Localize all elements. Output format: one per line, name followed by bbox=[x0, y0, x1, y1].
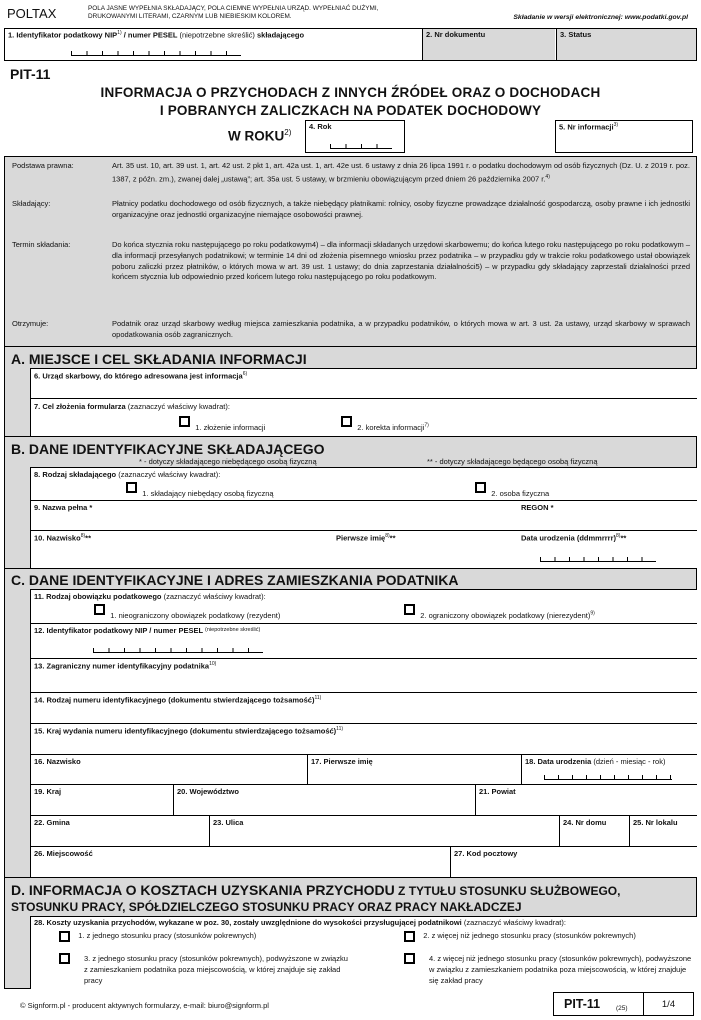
field-14-id-type[interactable]: 14. Rodzaj numeru identyfikacyjnego (dokumentu stwierdzającego tożsamość)$^{11)}$ bbox=[30, 692, 697, 723]
obligation-option-1[interactable]: 1. nieograniczony obowiązek podatkowy (rezydent) bbox=[94, 604, 280, 617]
field-21-district[interactable]: 21. Powiat bbox=[475, 785, 698, 815]
section-b-note-2: ** - dotyczy składającego będącego osobą fizyczną bbox=[427, 457, 598, 466]
header-instruction: POLA JASNE WYPEŁNIA SKŁADAJĄCY, POLA CIEMNE WYPEŁNIA URZĄD. WYPEŁNIAĆ DUŻYMI, DRUKOWANYMI LITERAMI, CZARNYM LUB NIEBIESKIM KOLOREM. bbox=[88, 5, 379, 20]
footer-code-box: PIT-11 (25) bbox=[553, 992, 644, 1016]
field-6-tax-office[interactable]: 6. Urząd skarbowy, do którego adresowana jest informacja$^{6)}$ bbox=[30, 368, 697, 398]
deadline-label: Termin składania: bbox=[12, 240, 71, 249]
address-row-1 bbox=[30, 754, 697, 784]
field-1-label: 1. Identyfikator podatkowy NIP$^{1)}$ / numer PESEL (niepotrzebne skreślić) składającego bbox=[8, 30, 305, 40]
field-12-taxpayer-nip[interactable]: 12. Identyfikator podatkowy NIP / numer PESEL $^{(niepotrzebne skreślić)}$ bbox=[30, 623, 697, 658]
filer-text: Płatnicy podatku dochodowego od osób fizycznych, a także niebędący płatnikami: rolnicy, osoby fizyczne prowadzące działalność gospodarczą, osoby prawne i ich jednostki organizacyjne oraz jednostki organizacyjne niemające osobowości prawnej. bbox=[112, 199, 690, 219]
costs-option-2[interactable]: 2. z więcej niż jednego stosunku pracy (stosunków pokrewnych) bbox=[404, 931, 694, 942]
field-3-status: 3. Status bbox=[556, 29, 696, 60]
section-d-title: D. INFORMACJA O KOSZTACH UZYSKANIA PRZYCHODU Z TYTUŁU STOSUNKU SŁUŻBOWEGO, STOSUNKU PRACY, SPÓŁDZIELCZEGO STOSUNKU PRACY ORAZ PRACY NAKŁADCZEJ bbox=[11, 882, 621, 914]
field-18-birth-date[interactable]: 18. Data urodzenia (dzień - miesiąc - rok) bbox=[521, 755, 698, 784]
filer-type-option-2[interactable]: 2. osoba fizyczna bbox=[475, 482, 549, 495]
field-22-municipality[interactable]: 22. Gmina bbox=[34, 818, 70, 827]
header-brand: POLTAX bbox=[7, 6, 57, 21]
field-1-ticks bbox=[71, 51, 241, 56]
costs-option-1[interactable]: 1. z jednego stosunku pracy (stosunków pokrewnych) bbox=[59, 931, 349, 942]
form-title-line1: INFORMACJA O PRZYCHODACH Z INNYCH ŹRÓDEŁ ORAZ O DOCHODACH bbox=[100, 85, 601, 100]
field-28-costs: 28. Koszty uzyskania przychodów, wykazane w poz. 30, zostały uwzględnione do wysokości przysługującej podatnikowi (zaznaczyć właściwy kwadrat): 1. z jednego stosunku pracy (stosunków pokrewnych) 2. z więcej niż jednego stosunku pracy (stosunków pokrewnych) 3. z jednego stosunku pracy (stosunków pokrewnych), podwyższone w związku z zamieszkaniem podatnika poza miejscowością, w której znajduje się zakład pracy 4. z więcej niż jednego stosunku pracy (stosunków pokrewnych), podwyższone w związku z zamieszkaniem podatnika poza miejscowością, w której znajduje się zakład pracy bbox=[30, 916, 697, 989]
section-a-title: A. MIEJSCE I CEL SKŁADANIA INFORMACJI bbox=[11, 351, 307, 367]
section-b-note-1: * - dotyczy składającego niebędącego osobą fizyczną bbox=[139, 457, 317, 466]
legal-block bbox=[4, 156, 697, 346]
field-27-postal-code[interactable]: 27. Kod pocztowy bbox=[450, 847, 698, 878]
checkbox-nonresident[interactable] bbox=[404, 604, 415, 615]
field-8-filer-type: 8. Rodzaj składającego (zaznaczyć właściwy kwadrat): 1. składający niebędący osobą fizyczną 2. osoba fizyczna bbox=[30, 467, 697, 500]
obligation-option-2[interactable]: 2. ograniczony obowiązek podatkowy (nierezydent)$^{9)}$ bbox=[404, 604, 595, 617]
section-c-title: C. DANE IDENTYFIKACYJNE I ADRES ZAMIESZKANIA PODATNIKA bbox=[11, 572, 459, 588]
address-row-3 bbox=[30, 815, 697, 846]
checkbox-costs-1[interactable] bbox=[59, 931, 70, 942]
section-a bbox=[4, 346, 697, 436]
birth-date-ticks bbox=[540, 557, 656, 562]
section-b bbox=[4, 436, 697, 568]
costs-option-3[interactable]: 3. z jednego stosunku pracy (stosunków pokrewnych), podwyższone w związku z zamieszkaniem podatnika poza miejscowością, w której znajduje się zakład pracy bbox=[59, 953, 349, 986]
footer-producer: © Signform.pl - producent aktywnych formularzy, e-mail: biuro@signform.pl bbox=[20, 1001, 269, 1010]
purpose-option-2[interactable]: 2. korekta informacji$^{7)}$ bbox=[341, 416, 429, 429]
filer-label: Składający: bbox=[12, 199, 51, 208]
checkbox-correction[interactable] bbox=[341, 416, 352, 427]
section-b-title: B. DANE IDENTYFIKACYJNE SKŁADAJĄCEGO bbox=[11, 441, 325, 457]
field-24-house-number[interactable]: 24. Nr domu bbox=[559, 816, 629, 846]
field-10-personal[interactable]: 10. Nazwisko$^{8)}$** Pierwsze imię$^{8)}$** Data urodzenia (ddmmrrrr)$^{8)}$** bbox=[30, 530, 697, 569]
field-20-voivodeship[interactable]: 20. Województwo bbox=[173, 785, 475, 815]
section-c bbox=[4, 568, 697, 877]
field-11-tax-obligation: 11. Rodzaj obowiązku podatkowego (zaznaczyć właściwy kwadrat): 1. nieograniczony obowiązek podatkowy (rezydent) 2. ograniczony obowiązek podatkowy (nierezydent)$^{9)}$ bbox=[30, 589, 697, 623]
form-title-line2: I POBRANYCH ZALICZKACH NA PODATEK DOCHODOWY bbox=[159, 103, 542, 118]
field-4-year[interactable]: 4. Rok bbox=[305, 120, 405, 153]
checkbox-costs-2[interactable] bbox=[404, 931, 415, 942]
field-17-first-name[interactable]: 17. Pierwsze imię bbox=[307, 755, 521, 784]
header-electronic-note: Składanie w wersji elektronicznej: www.podatki.gov.pl bbox=[513, 14, 688, 21]
address-row-4 bbox=[30, 846, 697, 878]
field-26-city[interactable]: 26. Miejscowość bbox=[34, 849, 93, 858]
field-19-country[interactable]: 19. Kraj bbox=[34, 787, 62, 796]
costs-option-4[interactable]: 4. z więcej niż jednego stosunku pracy (stosunków pokrewnych), podwyższone w związku z zamieszkaniem podatnika poza miejscowością, w której znajduje się zakład pracy bbox=[404, 953, 694, 986]
field-5-info-number[interactable]: 5. Nr informacji$^{3)}$ bbox=[555, 120, 693, 153]
purpose-option-1[interactable]: 1. złożenie informacji bbox=[179, 416, 265, 429]
deadline-text: Do końca stycznia roku następującego po roku podatkowym4) – dla informacji składanych urzędowi skarbowemu; do końca lutego roku następującego po roku podatkowym – dla informacji przesyłanych podatnikowi; w terminie 14 dni od złożenia pisemnego wniosku przez podatnika – w przypadku gdy w trakcie roku podatkowego ustał obowiązek poboru zaliczki przez płatników, o których mowa w art. 39 ust. 1 ustawy; do dnia zaprzestania działalności5) – w przypadku gdy składający zaprzestali działalności przed końcem stycznia lub odpowiednio przed końcem lutego roku następującego po roku podatkowym. bbox=[112, 240, 690, 282]
section-d bbox=[4, 877, 697, 989]
field-2-document-number: 2. Nr dokumentu bbox=[422, 29, 555, 60]
footer-page-box: 1/4 bbox=[643, 992, 694, 1016]
checkbox-costs-4[interactable] bbox=[404, 953, 415, 964]
recipient-text: Podatnik oraz urząd skarbowy według miejsca zamieszkania podatnika, a w przypadku podatników, o których mowa w art. 3 ust. 2a ustawy, urząd skarbowy w sprawach opodatkowania osób zagranicznych. bbox=[112, 319, 690, 339]
basis-label: Podstawa prawna: bbox=[12, 161, 74, 170]
checkbox-costs-3[interactable] bbox=[59, 953, 70, 964]
checkbox-non-natural-person[interactable] bbox=[126, 482, 137, 493]
field-7-purpose: 7. Cel złożenia formularza (zaznaczyć właściwy kwadrat): 1. złożenie informacji 2. korekta informacji$^{7)}$ bbox=[30, 398, 697, 436]
field-23-street[interactable]: 23. Ulica bbox=[209, 816, 559, 846]
form-year-label: W ROKU$^{2)}$ bbox=[228, 128, 292, 144]
field-1-nip[interactable] bbox=[5, 29, 421, 60]
field-13-foreign-id[interactable]: 13. Zagraniczny numer identyfikacyjny podatnika$^{10)}$ bbox=[30, 658, 697, 692]
field-15-id-country[interactable]: 15. Kraj wydania numeru identyfikacyjnego (dokumentu stwierdzającego tożsamość)$^{11)}$ bbox=[30, 723, 697, 754]
form-code: PIT-11 bbox=[10, 66, 51, 82]
field-25-apartment-number[interactable]: 25. Nr lokalu bbox=[629, 816, 698, 846]
basis-text: Art. 35 ust. 10, art. 39 ust. 1, art. 42 ust. 2 pkt 1, art. 42a ust. 1, art. 42e ust. 6 ustawy z dnia 26 lipca 1991 r. o podatku dochodowym od osób fizycznych (Dz. U. z 2019 r. poz. 1387, z późn. zm.), zwanej dalej „ustawą”; art. 35a ust. 5 ustawy, w brzmieniu obowiązującym przed dniem 26 października 2007 r.$^{4)}$ bbox=[112, 161, 690, 184]
field-16-surname[interactable]: 16. Nazwisko bbox=[34, 757, 81, 766]
checkbox-natural-person[interactable] bbox=[475, 482, 486, 493]
checkbox-resident[interactable] bbox=[94, 604, 105, 615]
address-row-2 bbox=[30, 784, 697, 815]
recipient-label: Otrzymuje: bbox=[12, 319, 49, 328]
field-9-full-name[interactable]: 9. Nazwa pełna * REGON * bbox=[30, 500, 697, 530]
filer-type-option-1[interactable]: 1. składający niebędący osobą fizyczną bbox=[126, 482, 274, 495]
checkbox-submission[interactable] bbox=[179, 416, 190, 427]
